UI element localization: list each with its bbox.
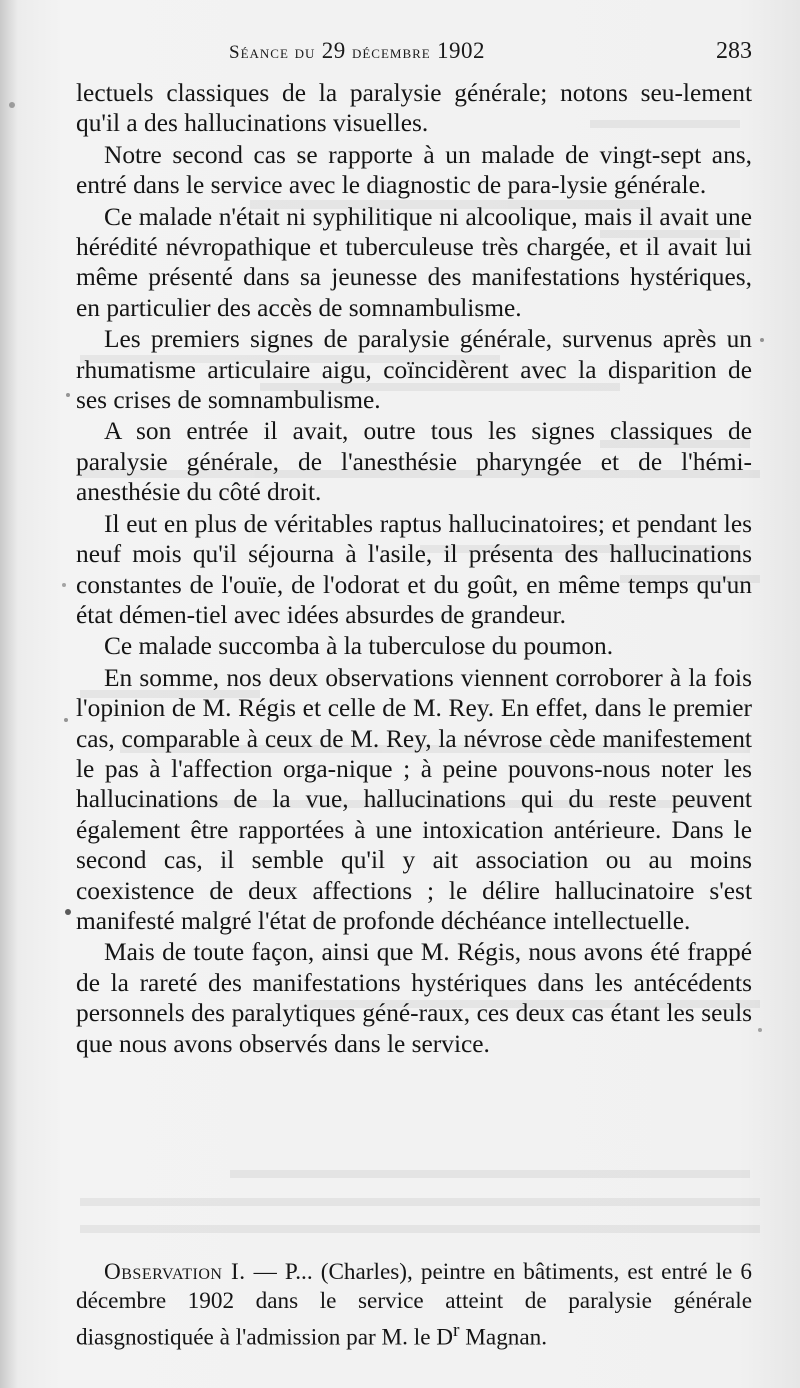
running-title: [229, 38, 485, 64]
paragraph: A son entrée il avait, outre tous les signes classiques de paralysie générale, de l'anesthésie pharyngée et de l'hémi-anesthésie du côté droit.: [76, 417, 752, 507]
paragraph: Notre second cas se rapporte à un malade de vingt-sept ans, entré dans le service avec le diagnostic de para-lysie générale.: [76, 140, 752, 200]
running-title-day: 29: [321, 38, 346, 63]
observation-label: Observation I.: [104, 1259, 246, 1285]
paragraph: En somme, nos deux observations viennent corroborer à la fois l'opinion de M. Régis et celle de M. Rey. En effet, dans le premier cas, comparable à ceux de M. Rey, la névrose cède manifestement le pas à l'affection orga-nique ; à peine pouvons-nous noter les hallucinations de la vue, hallucinations qui du reste peuvent également être rapportées à une intoxication antérieure. Dans le second cas, il semble qu'il y ait association ou au moins coexistence de deux affections ; le délire hallucinatoire s'est manifesté malgré l'état de profonde déchéance intellectuelle.: [76, 663, 752, 935]
paragraph: Il eut en plus de véritables raptus hallucinatoires; et pendant les neuf mois qu'il séjourna à l'asile, il présenta des hallucinations constantes de l'ouïe, de l'odorat et du goût, en même temps qu'un état démen-tiel avec idées absurdes de grandeur.: [76, 509, 752, 629]
running-header: [76, 38, 752, 78]
running-title-year: 1902: [436, 38, 485, 63]
observation-block: [76, 1258, 752, 1353]
paragraph: Les premiers signes de paralysie générale, survenus après un rhumatisme articulaire aigu, coïncidèrent avec la disparition de ses crises de somnambulisme.: [76, 325, 752, 415]
body-text: [76, 78, 752, 1059]
doctor-abbreviation-superscript: r: [453, 1320, 460, 1341]
paragraph: Mais de toute façon, ainsi que M. Régis, nous avons été frappé de la rareté des manifestations hystériques dans les antécédents personnels des paralytiques géné-raux, ces deux cas étant les seuls que nous avons observés dans le service.: [76, 938, 752, 1058]
observation-text: — P... (Charles), peintre en bâtiments, est entré le 6 décembre 1902 dans le service atteint de paralysie générale diasgnostiquée à l'admission par M. le D: [76, 1259, 753, 1351]
paragraph: Ce malade n'était ni syphilitique ni alcoolique, mais il avait une hérédité névropathique et tuberculeuse très chargée, et il avait lui même présenté dans sa jeunesse des manifestations hystériques, en particulier des accès de somnambulisme.: [76, 202, 752, 322]
running-title-month: décembre: [351, 42, 431, 63]
paragraph-continuation: lectuels classiques de la paralysie générale; notons seu-lement qu'il a des hallucinations visuelles.: [76, 79, 752, 138]
doctor-name: Magnan.: [459, 1324, 548, 1351]
page-number: 283: [716, 38, 752, 64]
paragraph: Ce malade succomba à la tuberculose du poumon.: [104, 632, 614, 661]
running-title-prefix: Séance du: [229, 42, 316, 63]
